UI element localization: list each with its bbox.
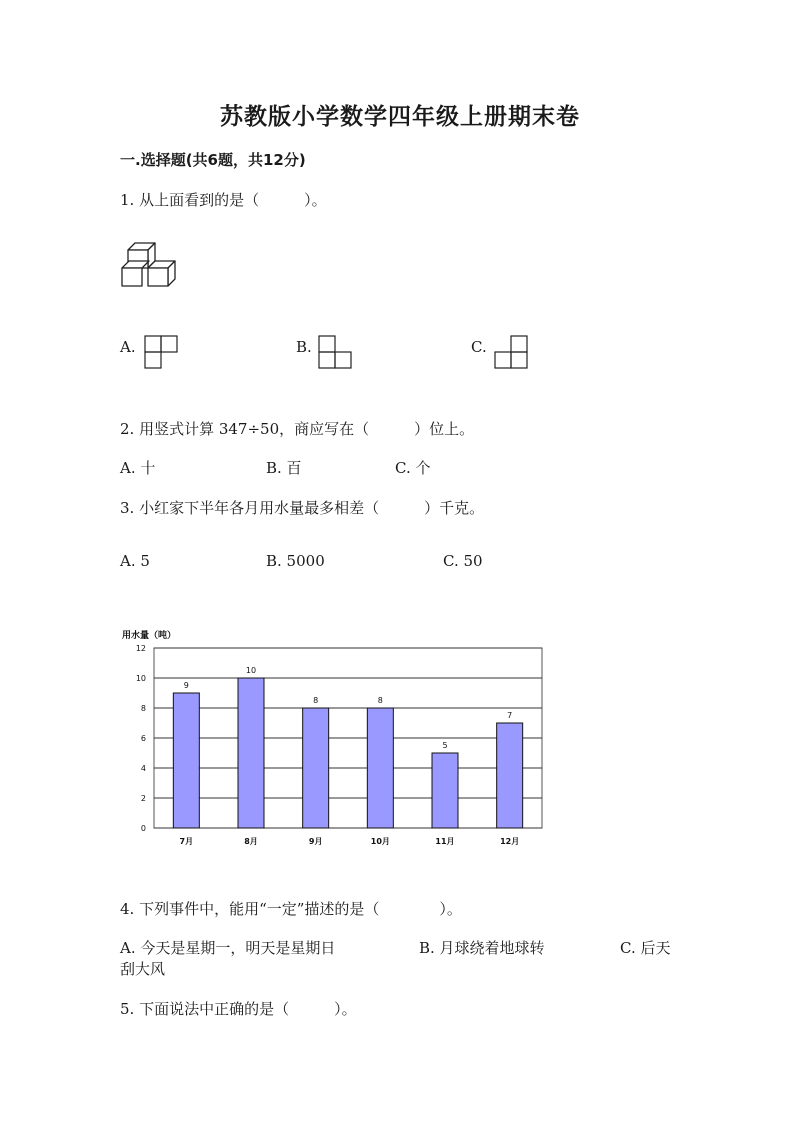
chart-x-tick-label: 7月 [179,837,194,846]
chart-bar-1 [173,693,199,828]
cube-figure [120,240,182,290]
chart-bar-3 [303,708,329,828]
chart-y-tick-label: 6 [140,734,146,743]
section-heading: 一.选择题(共6题，共12分) [120,151,306,169]
q4-option-c-continued: 刮大风 [120,960,166,978]
q3-option-a: A. 5 [120,552,150,570]
chart-x-tick-label: 8月 [244,837,258,846]
chart-bar-5 [432,753,458,828]
q1-option-c-label: C. [471,338,487,356]
question-4-text: 4. 下列事件中，能用“一定”描述的是（ ）。 [120,900,462,918]
chart-x-tick-label: 10月 [370,837,390,846]
chart-y-tick-label: 0 [140,824,146,833]
q4-option-b: B. 月球绕着地球转 [419,939,545,957]
q3-option-c: C. 50 [443,552,483,570]
q4-option-c: C. 后天 [620,939,671,957]
question-2-text: 2. 用竖式计算 347÷50，商应写在（ ）位上。 [120,420,475,438]
q2-option-b: B. 百 [266,459,302,477]
q1-option-a-figure [144,335,178,371]
chart-x-tick-label: 12月 [500,837,520,846]
question-1-text: 1. 从上面看到的是（ ）。 [120,191,327,209]
q2-option-c: C. 个 [395,459,431,477]
chart-y-axis-label: 用水量（吨） [122,631,177,641]
chart-x-tick-label: 9月 [308,837,323,846]
chart-y-tick-label: 8 [140,704,146,713]
water-usage-bar-chart [118,626,550,856]
page-title: 苏教版小学数学四年级上册期末卷 [220,103,580,130]
chart-data-label: 7 [507,711,513,720]
q2-option-a: A. 十 [120,459,156,477]
chart-data-label: 10 [245,666,257,675]
chart-y-tick-label: 4 [140,764,146,773]
chart-data-label: 8 [377,696,383,705]
chart-y-tick-label: 2 [140,794,146,803]
q1-option-b-figure [318,335,354,371]
q3-option-b: B. 5000 [266,552,325,570]
chart-data-label: 9 [183,681,189,690]
chart-bar-2 [238,678,264,828]
chart-y-tick-label: 12 [135,644,146,653]
chart-data-label: 8 [313,696,319,705]
chart-y-tick-label: 10 [135,674,146,683]
q4-option-a: A. 今天是星期一，明天是星期日 [120,939,336,957]
chart-bar-6 [497,723,523,828]
q1-option-a-label: A. [120,338,136,356]
q1-option-b-label: B. [296,338,312,356]
q1-option-c-figure [494,335,530,371]
chart-x-tick-label: 11月 [435,837,455,846]
chart-bar-4 [367,708,393,828]
question-5-text: 5. 下面说法中正确的是（ ）。 [120,1000,357,1018]
question-3-text: 3. 小红家下半年各月用水量最多相差（ ）千克。 [120,499,485,517]
chart-data-label: 5 [442,741,448,750]
